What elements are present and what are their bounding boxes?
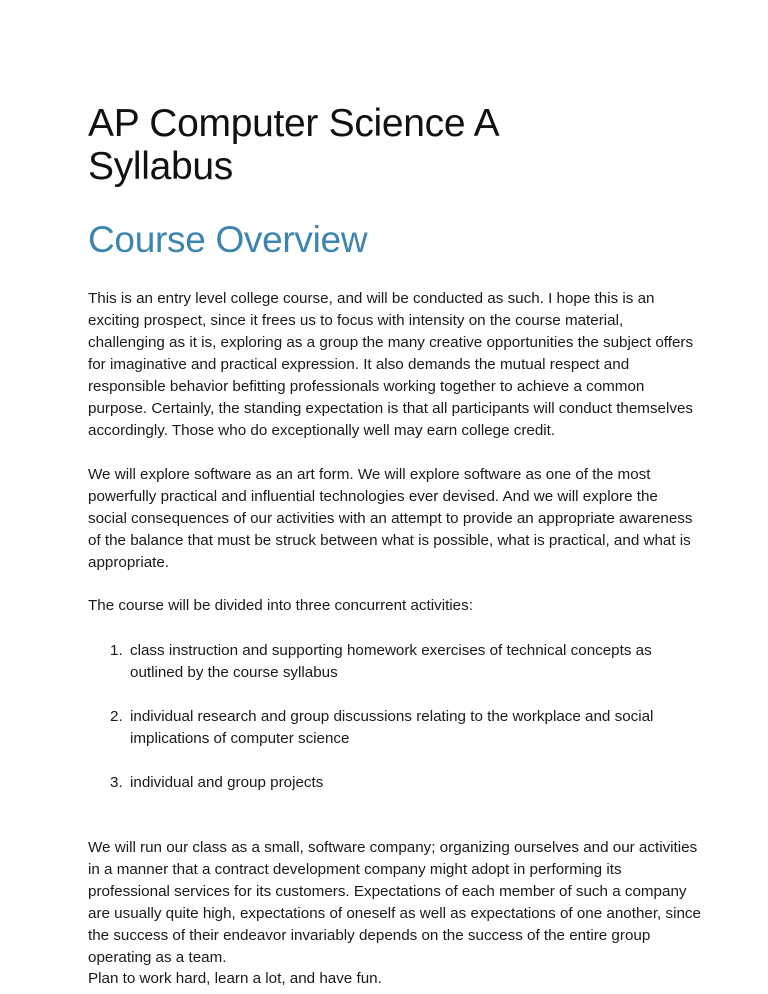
list-number: 2. xyxy=(110,708,123,725)
text-line: powerfully practical and influential technologies ever devised. And we will explore the xyxy=(88,488,658,505)
text-line: The course will be divided into three concurrent activities: xyxy=(88,597,473,614)
text-line: outlined by the course syllabus xyxy=(130,664,338,681)
paragraph-explore xyxy=(88,464,692,574)
text-line: appropriate. xyxy=(88,554,170,571)
list-number: 1. xyxy=(110,642,123,659)
text-line: of the balance that must be struck between what is possible, what is practical, and what is xyxy=(88,532,691,549)
text-line: individual and group projects xyxy=(130,774,324,791)
paragraph-closing xyxy=(88,968,382,990)
paragraph-company xyxy=(88,837,701,969)
text-line: operating as a team. xyxy=(88,949,227,966)
list-number: 3. xyxy=(110,774,123,791)
text-line: social consequences of our activities with an attempt to provide an appropriate awareness xyxy=(88,510,693,527)
document-title xyxy=(88,102,499,188)
text-line: This is an entry level college course, and will be conducted as such. I hope this is an xyxy=(88,290,655,307)
text-line: implications of computer science xyxy=(130,730,350,747)
text-line: purpose. Certainly, the standing expectation is that all participants will conduct themselves xyxy=(88,400,694,417)
list-item xyxy=(110,706,653,750)
title-line: Syllabus xyxy=(88,145,234,188)
text-line: in a manner that a contract development company might adopt in performing its xyxy=(88,861,622,878)
text-line: accordingly. Those who do exceptionally well may earn college credit. xyxy=(88,422,556,439)
paragraph-activities xyxy=(88,595,473,617)
text-line: exciting prospect, since it frees us to focus with intensity on the course material, xyxy=(88,312,624,329)
text-line: for imaginative and practical expression. It also demands the mutual respect and xyxy=(88,356,630,373)
title-line: AP Computer Science A xyxy=(88,102,500,145)
list-item xyxy=(110,772,323,794)
text-line: individual research and group discussions relating to the workplace and social xyxy=(130,708,654,725)
text-line: the success of their endeavor invariably depends on the success of the entire group xyxy=(88,927,651,944)
paragraph-intro xyxy=(88,288,693,442)
list-item xyxy=(110,640,652,684)
text-line: professional services for its customers. Expectations of each member of such a company xyxy=(88,883,687,900)
text-line: class instruction and supporting homework exercises of technical concepts as xyxy=(130,642,652,659)
text-line: are usually quite high, expectations of oneself as well as expectations of one another, since xyxy=(88,905,701,922)
section-heading: Course Overview xyxy=(88,219,368,260)
text-line: We will explore software as an art form. We will explore software as one of the most xyxy=(88,466,651,483)
text-line: We will run our class as a small, software company; organizing ourselves and our activities xyxy=(88,839,698,856)
text-line: challenging as it is, exploring as a group the many creative opportunities the subject offers xyxy=(88,334,694,351)
text-line: Plan to work hard, learn a lot, and have fun. xyxy=(88,970,382,987)
text-line: responsible behavior befitting professionals working together to achieve a common xyxy=(88,378,645,395)
